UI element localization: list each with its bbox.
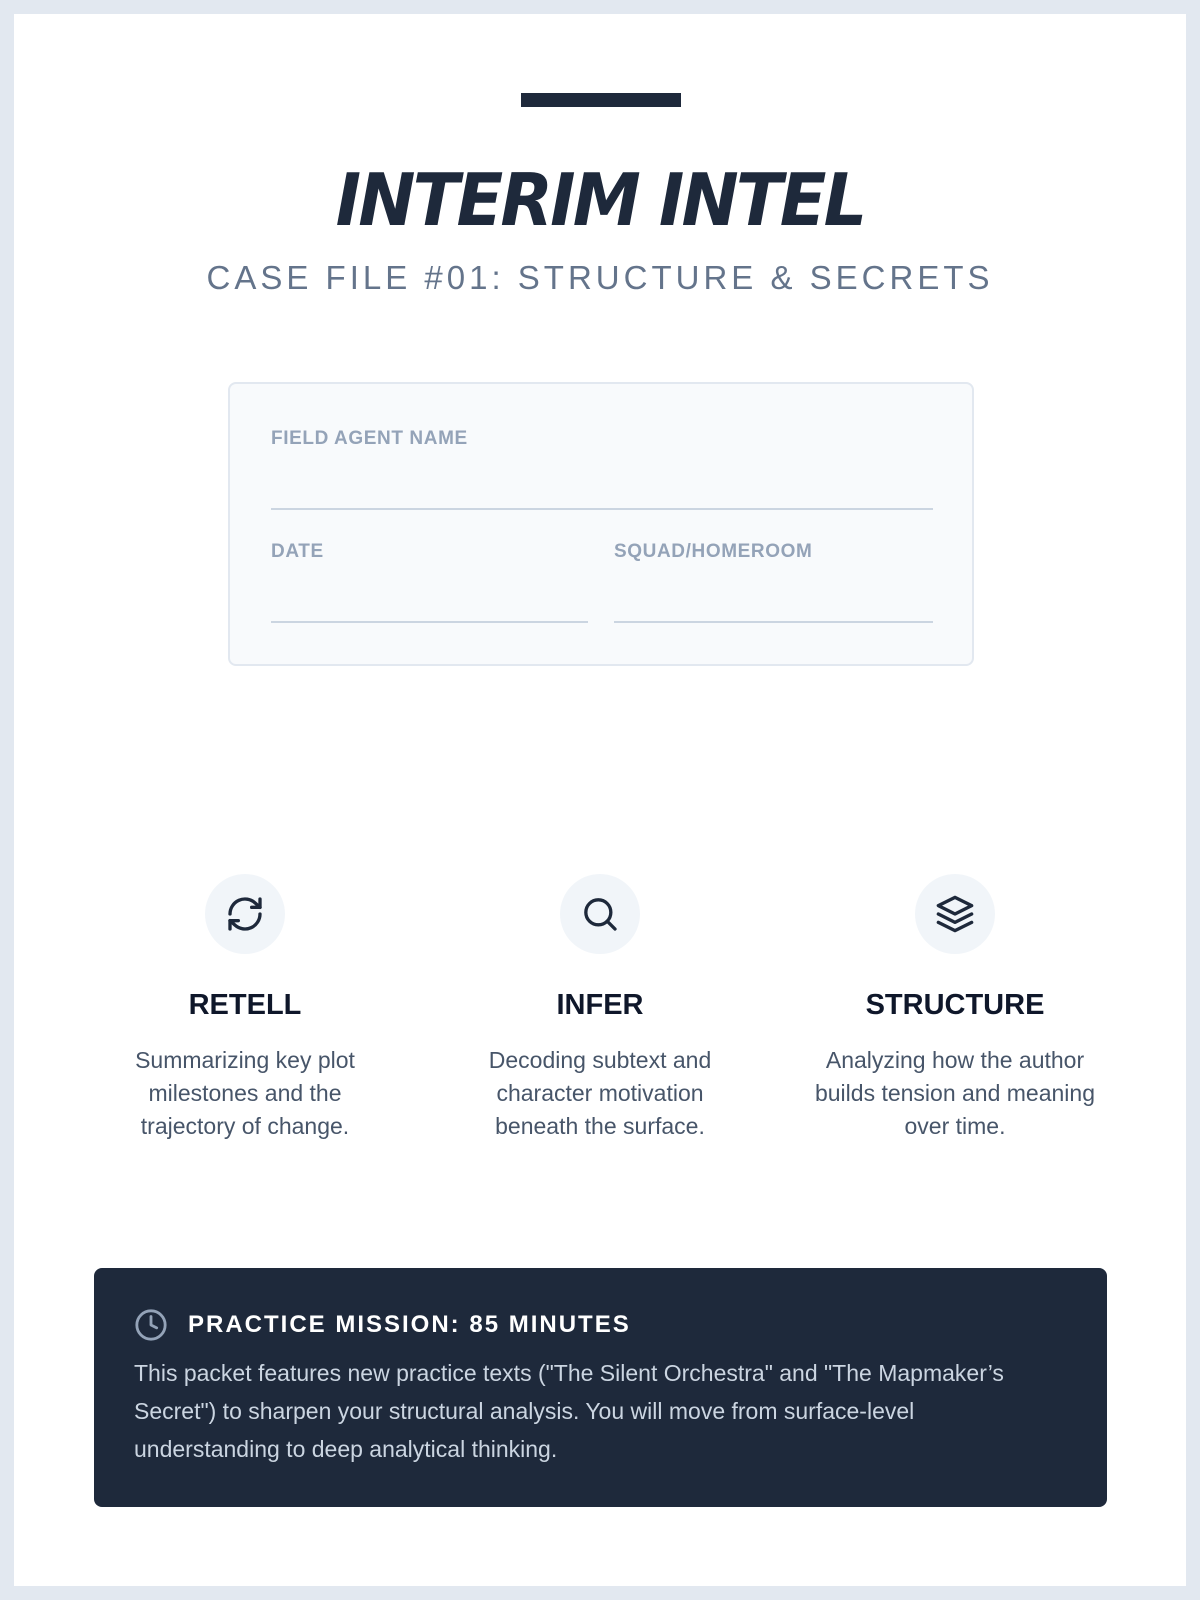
- agent-name-label: FIELD AGENT NAME: [271, 428, 468, 449]
- pillar-description: Decoding subtext and character motivation beneath the surface.: [488, 1047, 712, 1139]
- squad-field[interactable]: [614, 621, 933, 623]
- pillar-infer: [450, 874, 750, 1143]
- refresh-icon: [205, 874, 285, 954]
- agent-name-field[interactable]: [271, 508, 933, 510]
- header-accent-bar: [521, 93, 681, 107]
- mission-title: PRACTICE MISSION: 85 MINUTES: [188, 1311, 631, 1338]
- search-icon: [560, 874, 640, 954]
- page-title: INTERIM INTEL: [335, 158, 865, 242]
- mission-header: [134, 1308, 1067, 1342]
- pillar-title: STRUCTURE: [865, 989, 1045, 1021]
- mission-box: [94, 1268, 1107, 1507]
- mission-description: This packet features new practice texts ("The Silent Orchestra" and "The Mapmaker’s Secret") to sharpen your structural analysis. You will move from surface-level understanding to deep analytical thinking.: [134, 1360, 1004, 1462]
- date-field[interactable]: [271, 621, 588, 623]
- pillar-title: RETELL: [188, 989, 302, 1021]
- squad-label: SQUAD/HOMEROOM: [614, 541, 813, 562]
- agent-info-card: [228, 382, 974, 666]
- pillar-title: INFER: [556, 989, 644, 1021]
- page-subtitle: CASE FILE #01: STRUCTURE & SECRETS: [206, 259, 994, 296]
- date-label: DATE: [271, 541, 324, 562]
- pillar-structure: [805, 874, 1105, 1143]
- layers-icon: [915, 874, 995, 954]
- pillar-description: Analyzing how the author builds tension and meaning over time.: [814, 1047, 1096, 1139]
- pillar-retell: [95, 874, 395, 1143]
- clock-icon: [134, 1308, 168, 1342]
- pillar-description: Summarizing key plot milestones and the trajectory of change.: [135, 1047, 355, 1139]
